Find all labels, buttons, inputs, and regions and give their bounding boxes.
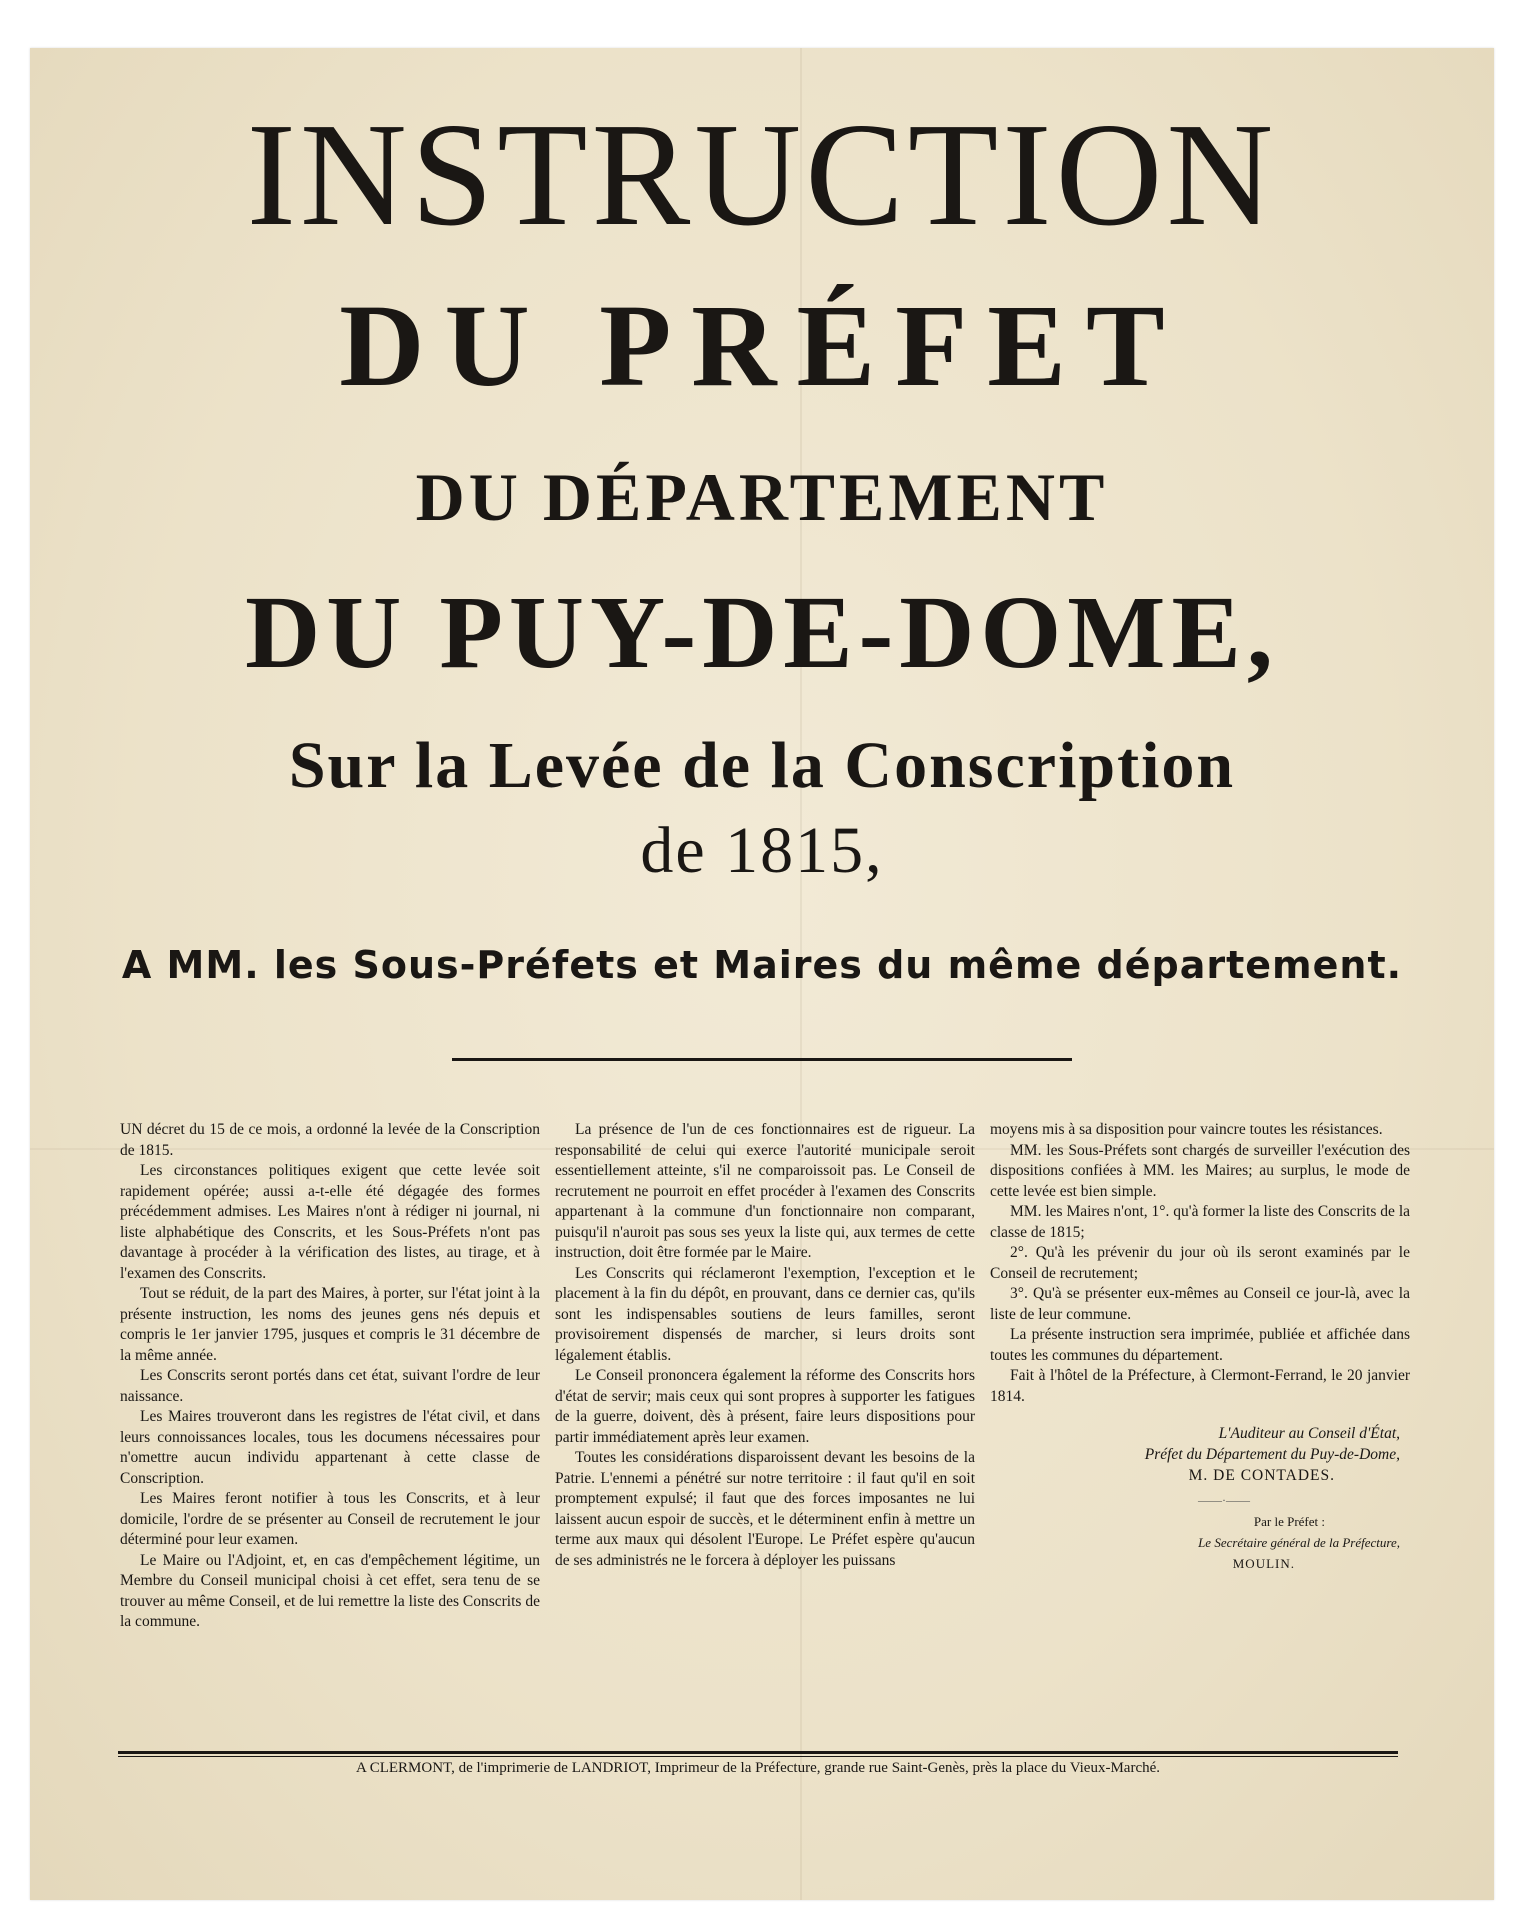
paragraph: Les Maires trouveront dans les registres de l'état civil, et dans leurs connoissances locales, tous les documens nécessaires pour n'omettre aucun individu appartenant à cette classe de Conscription. [120, 1408, 540, 1487]
subtitle-year: de 1815, [640, 814, 884, 887]
paragraph: Tout se réduit, de la part des Maires, à porter, sur l'état joint à la présente instruction, les noms des jeunes gens nés depuis et compris le 1er janvier 1795, jusques et compris le 31 décembre de la même année. [120, 1285, 540, 1364]
signature-block [990, 1423, 1410, 1574]
paragraph: Les Conscrits seront portés dans cet état, suivant l'ordre de leur naissance. [120, 1367, 540, 1405]
printer-imprint: A CLERMONT, de l'imprimerie de LANDRIOT, Imprimeur de la Préfecture, grande rue Saint-Genès, près la place du Vieux-Marché. [355, 1760, 1161, 1776]
paragraph: Toutes les considérations disparoissent devant les besoins de la Patrie. L'ennemi a pénétré sur notre territoire : il faut qu'il en soit promptement expulsé; il faut que des forces imposantes ne lui laissent aucun espoir de succès, et le déterminent enfin à mettre un terme aux maux qui désolent l'Europe. Le Préfet espère qu'aucun de ses administrés ne le forcera à déployer les puissans [555, 1449, 975, 1569]
text-column-2 [555, 1120, 975, 1720]
addressee-line: A MM. les Sous-Préfets et Maires du même département. [121, 943, 1403, 987]
text-column-1 [120, 1120, 540, 1720]
secretary-title: Le Secrétaire général de la Préfecture, [1198, 1535, 1400, 1550]
paragraph: Les Maires feront notifier à tous les Conscrits, et à leur domicile, l'ordre de se présenter au Conseil de recrutement le jour déterminé pour leur examen. [120, 1490, 540, 1548]
paragraph: La présente instruction sera imprimée, publiée et affichée dans toutes les communes du département. [990, 1326, 1410, 1364]
title-du-departement: DU DÉPARTEMENT [415, 459, 1109, 535]
paragraph: Les circonstances politiques exigent que cette levée soit rapidement opérée; aussi a-t-elle été dégagée des formes précédemment admises. Les Maires n'ont à rédiger ni journal, ni liste alphabétique des Conscrits, et les Sous-Préfets n'ont pas davantage à procéder à la vérification des listes, au tirage, et à l'examen des Conscrits. [120, 1162, 540, 1282]
paragraph: moyens mis à sa disposition pour vaincre toutes les résistances. [990, 1121, 1383, 1138]
title-du-prefet: DU PRÉFET [339, 280, 1185, 411]
poster-sheet [30, 48, 1494, 1900]
paragraph: 3°. Qu'à se présenter eux-mêmes au Conseil ce jour-là, avec la liste de leur commune. [990, 1285, 1410, 1323]
title-puy-de-dome: DU PUY-DE-DOME, [245, 575, 1279, 690]
subtitle-levee: Sur la Levée de la Conscription [288, 729, 1236, 802]
text-column-3 [990, 1120, 1410, 1720]
paragraph: Les Conscrits qui réclameront l'exemption, l'exception et le placement à la fin du dépôt, en prouvant, dans ce dernier cas, qu'ils sont les indispensables soutiens de leurs familles, seront provisoirement dispensés de marcher, si leurs droits sont légalement établis. [555, 1264, 975, 1364]
footer-rule-thin [118, 1756, 1398, 1757]
paragraph: 2°. Qu'à les prévenir du jour où ils seront examinés par le Conseil de recrutement; [990, 1244, 1410, 1282]
paragraph: UN décret du 15 de ce mois, a ordonné la levée de la Conscription de 1815. [120, 1121, 540, 1159]
signature-title-2: Préfet du Département du Puy-de-Dome, [1144, 1446, 1400, 1463]
paragraph: MM. les Maires n'ont, 1°. qu'à former la liste des Conscrits de la classe de 1815; [990, 1203, 1410, 1241]
paragraph: Le Conseil prononcera également la réforme des Conscrits hors d'état de servir; mais ceux qui sont propres à supporter les fatigues de la guerre, doivent, dès à présent, faire leurs dispositions pour partir immédiatement après leur examen. [555, 1367, 975, 1446]
paragraph: Le Maire ou l'Adjoint, et, en cas d'empêchement légitime, un Membre du Conseil municipal choisi à cet effet, sera tenu de se trouver au même Conseil, et de lui remettre la liste des Conscrits de la commune. [120, 1551, 540, 1630]
paragraph: MM. les Sous-Préfets sont chargés de surveiller l'exécution des dispositions confiées à MM. les Maires; au surplus, le mode de cette levée est bien simple. [990, 1141, 1410, 1200]
title-instruction: INSTRUCTION [246, 93, 1278, 257]
signature-title-1: L'Auditeur au Conseil d'État, [1218, 1425, 1400, 1442]
secretary-name: MOULIN. [1232, 1556, 1295, 1571]
flourish-ornament: ——·—— [1198, 1493, 1250, 1507]
signature-name: M. DE CONTADES. [1188, 1467, 1335, 1484]
footer-rule-thick [118, 1751, 1398, 1754]
heading-divider [452, 1058, 1072, 1061]
paragraph: Fait à l'hôtel de la Préfecture, à Clermont-Ferrand, le 20 janvier 1814. [990, 1367, 1410, 1405]
signature-par-le-prefet: Par le Préfet : [1253, 1514, 1325, 1529]
paragraph: La présence de l'un de ces fonctionnaires est de rigueur. La responsabilité de celui qui exerce l'autorité municipale seroit essentiellement atteinte, s'il ne comparoissoit pas. Le Conseil de recrutement ne pourroit en effet procéder à l'examen des Conscrits appartenant à la commune d'un fonctionnaire non comparant, puisqu'il n'auroit pas sous ses yeux la liste qui, aux termes de cette instruction, doit être formée par le Maire. [555, 1121, 975, 1261]
